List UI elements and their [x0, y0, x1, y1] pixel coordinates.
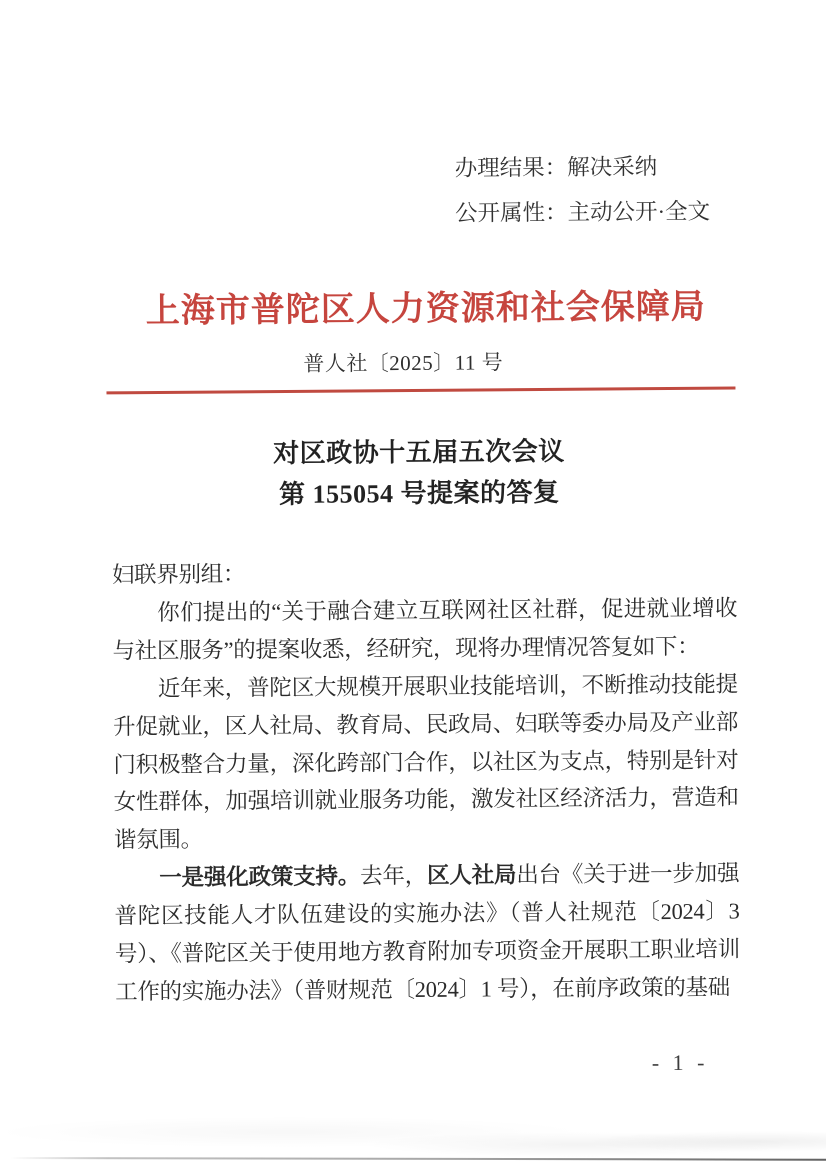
paragraph-overview: 近年来，普陀区大规模开展职业技能培训，不断推动技能提升促就业，区人社局、教育局、民政局、妇联等委办局及产业部门积极整合力量，深化跨部门合作，以社区为支点，特别是针对女性群体，加强培训就业服务功能，激发社区经济活力，营造和谐氛围。	[113, 671, 739, 853]
document-title-line1: 对区政协十五届五次会议	[273, 436, 565, 469]
salutation: 妇联界别组：	[111, 561, 246, 588]
page-number: - 1 -	[651, 1049, 709, 1076]
handling-result-line: 办理结果：解决采纳	[454, 154, 658, 181]
meta-block	[455, 144, 722, 236]
scan-bleedthrough-haze	[0, 1095, 826, 1157]
publicity-attribute-line: 公开属性：主动公开·全文	[454, 198, 711, 226]
letter-body	[112, 551, 741, 1011]
red-divider-rule	[106, 386, 735, 394]
paragraph-intro: 你们提出的“关于融合建立互联网社区社群，促进就业增收与社区服务”的提案收悉，经研究，现将办理情况答复如下：	[112, 595, 738, 664]
document-number: 普人社〔2025〕11 号	[303, 350, 504, 376]
document-title-line2: 第 155054 号提案的答复	[278, 477, 560, 510]
issuing-agency-title: 上海市普陀区人力资源和社会保障局	[145, 288, 706, 331]
document-title	[13, 429, 826, 517]
paragraph-policy-support: 一是强化政策支持。去年，区人社局出台《关于进一步加强普陀区技能人才队伍建设的实施办法》（普人社规范〔2024〕3 号）、《普陀区关于使用地方教育附加专项资金开展职工职业培训工作的实施办法》（普财规范〔2024〕1 号），在前序政策的基础	[114, 860, 740, 1005]
